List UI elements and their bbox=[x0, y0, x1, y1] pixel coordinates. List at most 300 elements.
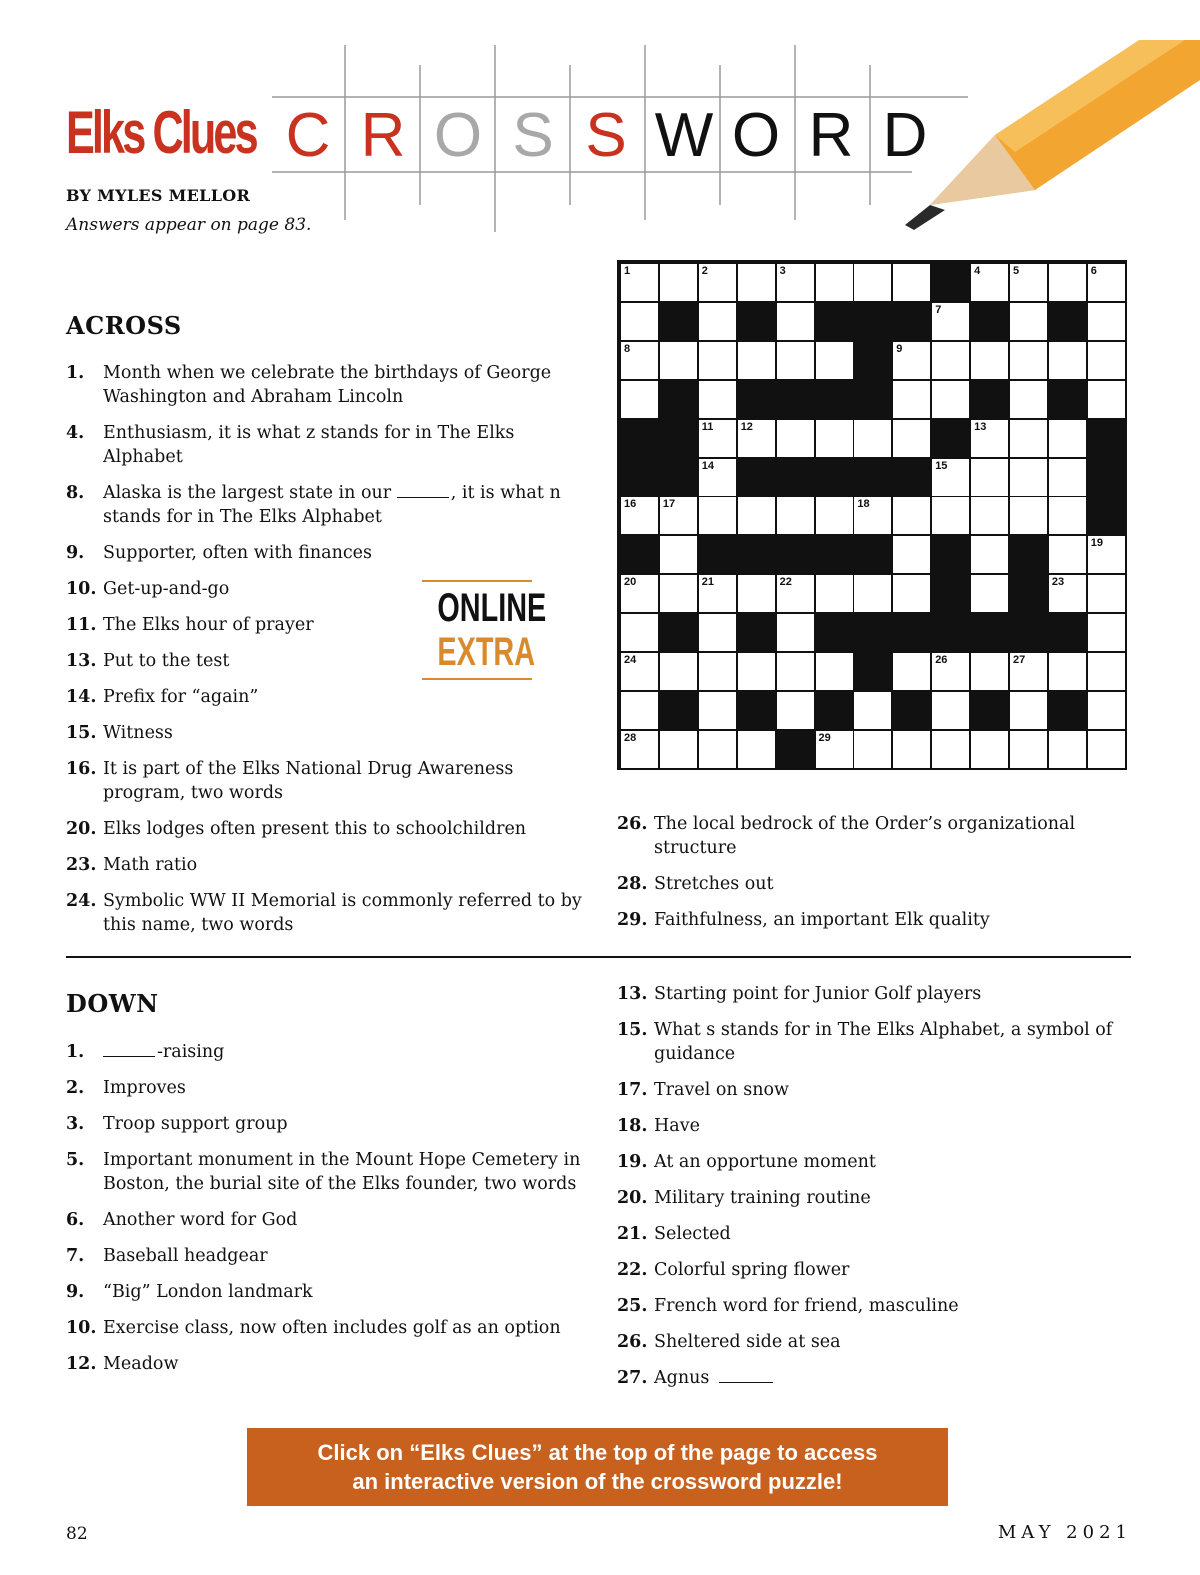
grid-cell[interactable] bbox=[699, 264, 736, 301]
grid-cell[interactable] bbox=[621, 575, 658, 612]
cta-line2: an interactive version of the crossword puzzle! bbox=[352, 1469, 843, 1494]
clue-text: French word for friend, masculine bbox=[654, 1296, 959, 1316]
across-heading: ACROSS bbox=[66, 311, 182, 340]
grid-cell[interactable] bbox=[1049, 342, 1086, 379]
cell-number: 15 bbox=[935, 459, 948, 472]
grid-block bbox=[854, 342, 891, 379]
clue-text: Selected bbox=[654, 1224, 731, 1244]
grid-block bbox=[932, 420, 969, 457]
grid-cell[interactable] bbox=[893, 420, 930, 457]
clue-item bbox=[66, 1208, 586, 1232]
grid-cell[interactable] bbox=[932, 459, 969, 496]
grid-cell[interactable] bbox=[854, 575, 891, 612]
clue-number: 2. bbox=[66, 1078, 85, 1098]
grid-block bbox=[1088, 497, 1125, 534]
title-letter: O bbox=[433, 101, 483, 170]
grid-cell[interactable] bbox=[1088, 381, 1125, 418]
answer-blank bbox=[103, 1042, 155, 1057]
clue-item bbox=[617, 1294, 1132, 1318]
clue-number: 27. bbox=[617, 1368, 648, 1388]
clue-number: 23. bbox=[66, 855, 97, 875]
cell-number: 12 bbox=[740, 420, 753, 433]
crossword-grid[interactable] bbox=[617, 260, 1127, 770]
grid-cell[interactable] bbox=[971, 342, 1008, 379]
grid-cell[interactable] bbox=[816, 497, 853, 534]
grid-block bbox=[854, 614, 891, 651]
grid-block bbox=[893, 692, 930, 729]
grid-block bbox=[1049, 303, 1086, 340]
grid-block bbox=[777, 536, 814, 573]
grid-block bbox=[777, 381, 814, 418]
clue-text: Supporter, often with finances bbox=[103, 543, 372, 563]
grid-cell[interactable] bbox=[971, 731, 1008, 768]
clue-number: 14. bbox=[66, 687, 97, 707]
down-heading: DOWN bbox=[66, 989, 159, 1018]
across-clue-list-continued bbox=[617, 812, 1132, 944]
grid-cell[interactable] bbox=[699, 731, 736, 768]
cell-number: 4 bbox=[974, 265, 981, 277]
clue-item bbox=[66, 1244, 586, 1268]
grid-cell[interactable] bbox=[932, 731, 969, 768]
clue-number: 6. bbox=[66, 1210, 85, 1230]
grid-cell[interactable] bbox=[854, 731, 891, 768]
clue-item bbox=[617, 872, 1132, 896]
elks-clues-logo[interactable]: Elks Clues bbox=[66, 99, 256, 166]
grid-cell[interactable] bbox=[932, 497, 969, 534]
clue-text: Meadow bbox=[103, 1354, 179, 1374]
clue-text: The local bedrock of the Order’s organizational structure bbox=[654, 814, 1076, 858]
grid-cell[interactable] bbox=[1088, 692, 1125, 729]
cell-number: 24 bbox=[624, 654, 637, 666]
grid-cell[interactable] bbox=[777, 497, 814, 534]
grid-block bbox=[816, 536, 853, 573]
clue-number: 25. bbox=[617, 1296, 648, 1316]
clue-item bbox=[617, 1330, 1132, 1354]
clue-item bbox=[66, 361, 586, 409]
title-letter: C bbox=[285, 101, 331, 170]
cell-number: 29 bbox=[818, 731, 831, 744]
grid-cell[interactable] bbox=[893, 653, 930, 690]
cell-number: 22 bbox=[779, 576, 792, 589]
cell-number: 26 bbox=[935, 654, 948, 666]
grid-cell[interactable] bbox=[1049, 536, 1086, 573]
clue-number: 26. bbox=[617, 1332, 648, 1352]
clue-text: The Elks hour of prayer bbox=[103, 615, 314, 635]
clue-item bbox=[66, 757, 586, 805]
grid-cell[interactable] bbox=[816, 731, 853, 768]
clue-number: 15. bbox=[66, 723, 97, 743]
grid-cell[interactable] bbox=[971, 653, 1008, 690]
clue-number: 20. bbox=[66, 819, 97, 839]
grid-cell[interactable] bbox=[1010, 342, 1047, 379]
grid-block bbox=[1088, 459, 1125, 496]
grid-block bbox=[854, 381, 891, 418]
grid-cell[interactable] bbox=[699, 342, 736, 379]
grid-cell[interactable] bbox=[660, 497, 697, 534]
grid-block bbox=[816, 614, 853, 651]
grid-cell[interactable] bbox=[1010, 497, 1047, 534]
grid-cell[interactable] bbox=[777, 264, 814, 301]
title-letter: O bbox=[731, 101, 781, 170]
grid-cell[interactable] bbox=[621, 303, 658, 340]
grid-cell[interactable] bbox=[660, 536, 697, 573]
grid-cell[interactable] bbox=[738, 420, 775, 457]
grid-cell[interactable] bbox=[660, 575, 697, 612]
clue-item bbox=[617, 1186, 1132, 1210]
grid-block bbox=[660, 614, 697, 651]
grid-block bbox=[932, 536, 969, 573]
cell-number: 27 bbox=[1013, 654, 1026, 666]
grid-block bbox=[660, 459, 697, 496]
grid-block bbox=[854, 303, 891, 340]
grid-cell[interactable] bbox=[971, 264, 1008, 301]
grid-block bbox=[893, 459, 930, 496]
clue-text: Another word for God bbox=[103, 1210, 298, 1230]
grid-cell[interactable] bbox=[854, 420, 891, 457]
grid-cell[interactable] bbox=[621, 653, 658, 690]
grid-cell[interactable] bbox=[699, 381, 736, 418]
grid-cell[interactable] bbox=[777, 653, 814, 690]
grid-cell[interactable] bbox=[777, 303, 814, 340]
clue-item bbox=[66, 817, 586, 841]
clue-text: Get-up-and-go bbox=[103, 579, 230, 599]
grid-block bbox=[699, 536, 736, 573]
clue-item bbox=[66, 1280, 586, 1304]
grid-cell[interactable] bbox=[699, 420, 736, 457]
clue-number: 18. bbox=[617, 1116, 648, 1136]
grid-cell[interactable] bbox=[1010, 264, 1047, 301]
cell-number: 11 bbox=[701, 420, 714, 433]
clue-text: Put to the test bbox=[103, 651, 230, 671]
grid-cell[interactable] bbox=[738, 497, 775, 534]
grid-cell[interactable] bbox=[621, 692, 658, 729]
online-extra-line1: ONLINE bbox=[437, 586, 547, 630]
cell-number: 14 bbox=[701, 459, 715, 472]
grid-block bbox=[816, 692, 853, 729]
clue-item bbox=[66, 889, 586, 937]
clue-text: Colorful spring flower bbox=[654, 1260, 850, 1280]
clue-number: 21. bbox=[617, 1224, 648, 1244]
clue-number: 11. bbox=[66, 615, 97, 635]
clue-item bbox=[617, 1222, 1132, 1246]
clue-text: Faithfulness, an important Elk quality bbox=[654, 910, 990, 930]
clue-number: 17. bbox=[617, 1080, 648, 1100]
grid-cell[interactable] bbox=[738, 731, 775, 768]
grid-block bbox=[1049, 692, 1086, 729]
clue-text: It is part of the Elks National Drug Awareness program, two words bbox=[103, 759, 514, 803]
grid-cell[interactable] bbox=[1049, 731, 1086, 768]
pencil-icon bbox=[905, 40, 1200, 230]
clue-text: Month when we celebrate the birthdays of George Washington and Abraham Lincoln bbox=[103, 363, 552, 407]
cell-number: 20 bbox=[624, 576, 637, 589]
page-number: 82 bbox=[66, 1524, 88, 1544]
grid-cell[interactable] bbox=[1088, 653, 1125, 690]
grid-cell[interactable] bbox=[971, 575, 1008, 612]
grid-cell[interactable] bbox=[932, 303, 969, 340]
grid-cell[interactable] bbox=[932, 653, 969, 690]
grid-cell[interactable] bbox=[971, 536, 1008, 573]
clue-item bbox=[66, 1352, 586, 1376]
grid-cell[interactable] bbox=[854, 497, 891, 534]
grid-block bbox=[1010, 575, 1047, 612]
grid-cell[interactable] bbox=[1049, 264, 1086, 301]
clue-item bbox=[66, 1040, 586, 1064]
clue-text: Baseball headgear bbox=[103, 1246, 268, 1266]
grid-cell[interactable] bbox=[816, 653, 853, 690]
clue-text: “Big” London landmark bbox=[103, 1282, 313, 1302]
grid-block bbox=[971, 303, 1008, 340]
clue-text: At an opportune moment bbox=[654, 1152, 876, 1172]
grid-cell[interactable] bbox=[1010, 653, 1047, 690]
grid-block bbox=[971, 692, 1008, 729]
grid-cell[interactable] bbox=[1049, 420, 1086, 457]
grid-cell[interactable] bbox=[854, 264, 891, 301]
grid-cell[interactable] bbox=[621, 614, 658, 651]
grid-cell[interactable] bbox=[1088, 264, 1125, 301]
grid-cell[interactable] bbox=[971, 420, 1008, 457]
clue-item bbox=[66, 1076, 586, 1100]
grid-cell[interactable] bbox=[932, 692, 969, 729]
grid-block bbox=[660, 420, 697, 457]
grid-cell[interactable] bbox=[893, 342, 930, 379]
grid-block bbox=[854, 459, 891, 496]
clue-text: Improves bbox=[103, 1078, 186, 1098]
grid-cell[interactable] bbox=[932, 342, 969, 379]
clue-number: 3. bbox=[66, 1114, 85, 1134]
cell-number: 28 bbox=[624, 731, 637, 744]
cell-number: 5 bbox=[1013, 265, 1020, 277]
cell-number: 10 bbox=[857, 381, 870, 394]
grid-block bbox=[971, 381, 1008, 418]
section-divider bbox=[66, 956, 1131, 958]
clue-item bbox=[617, 812, 1132, 860]
grid-cell[interactable] bbox=[816, 420, 853, 457]
clue-number: 4. bbox=[66, 423, 85, 443]
grid-cell[interactable] bbox=[1010, 420, 1047, 457]
grid-cell[interactable] bbox=[699, 653, 736, 690]
clue-number: 12. bbox=[66, 1354, 97, 1374]
answer-blank bbox=[397, 483, 449, 498]
grid-cell[interactable] bbox=[699, 614, 736, 651]
grid-cell[interactable] bbox=[1049, 459, 1086, 496]
byline: BY MYLES MELLOR bbox=[66, 186, 251, 205]
clue-number: 7. bbox=[66, 1246, 85, 1266]
grid-block bbox=[932, 264, 969, 301]
clue-number: 26. bbox=[617, 814, 648, 834]
grid-block bbox=[777, 459, 814, 496]
clue-number: 24. bbox=[66, 891, 97, 911]
clue-number: 9. bbox=[66, 1282, 85, 1302]
clue-text: Symbolic WW II Memorial is commonly referred to by this name, two words bbox=[103, 891, 582, 935]
grid-block bbox=[932, 575, 969, 612]
clue-text: Elks lodges often present this to schoolchildren bbox=[103, 819, 527, 839]
grid-block bbox=[932, 614, 969, 651]
grid-cell[interactable] bbox=[777, 342, 814, 379]
cell-number: 25 bbox=[857, 654, 870, 666]
grid-cell[interactable] bbox=[971, 497, 1008, 534]
grid-cell[interactable] bbox=[621, 342, 658, 379]
title-letter: S bbox=[585, 101, 627, 170]
grid-cell[interactable] bbox=[1010, 731, 1047, 768]
cell-number: 19 bbox=[1090, 537, 1104, 550]
grid-block bbox=[660, 381, 697, 418]
grid-cell[interactable] bbox=[1010, 381, 1047, 418]
clue-item bbox=[617, 1078, 1132, 1102]
clue-item bbox=[66, 685, 586, 709]
clue-text: Agnus bbox=[654, 1366, 1132, 1390]
grid-block bbox=[738, 459, 775, 496]
grid-cell[interactable] bbox=[816, 575, 853, 612]
grid-cell[interactable] bbox=[1088, 536, 1125, 573]
grid-cell[interactable] bbox=[1049, 497, 1086, 534]
clue-number: 8. bbox=[66, 483, 85, 503]
grid-block bbox=[660, 692, 697, 729]
grid-cell[interactable] bbox=[1088, 614, 1125, 651]
clue-item bbox=[617, 982, 1132, 1006]
clue-item bbox=[66, 853, 586, 877]
clue-item bbox=[617, 1150, 1132, 1174]
clue-text: Have bbox=[654, 1116, 700, 1136]
grid-block bbox=[854, 536, 891, 573]
grid-cell[interactable] bbox=[1088, 303, 1125, 340]
grid-block bbox=[660, 303, 697, 340]
cell-number: 16 bbox=[624, 498, 637, 511]
clue-number: 19. bbox=[617, 1152, 648, 1172]
grid-cell[interactable] bbox=[1049, 653, 1086, 690]
grid-block bbox=[816, 303, 853, 340]
grid-cell[interactable] bbox=[738, 575, 775, 612]
grid-block bbox=[893, 614, 930, 651]
grid-cell[interactable] bbox=[621, 381, 658, 418]
grid-cell[interactable] bbox=[699, 692, 736, 729]
grid-cell[interactable] bbox=[660, 264, 697, 301]
grid-cell[interactable] bbox=[621, 731, 658, 768]
grid-block bbox=[738, 381, 775, 418]
clue-number: 10. bbox=[66, 1318, 97, 1338]
grid-block bbox=[777, 731, 814, 768]
grid-cell[interactable] bbox=[932, 381, 969, 418]
grid-cell[interactable] bbox=[699, 459, 736, 496]
clue-text: Troop support group bbox=[103, 1114, 288, 1134]
grid-block bbox=[1049, 381, 1086, 418]
grid-cell[interactable] bbox=[816, 342, 853, 379]
grid-cell[interactable] bbox=[621, 264, 658, 301]
grid-block bbox=[1049, 614, 1086, 651]
title-letter: W bbox=[654, 101, 714, 170]
clue-text: Sheltered side at sea bbox=[654, 1332, 841, 1352]
clue-number: 9. bbox=[66, 543, 85, 563]
grid-block bbox=[738, 614, 775, 651]
clue-number: 1. bbox=[66, 363, 85, 383]
answers-note: Answers appear on page 83. bbox=[66, 215, 312, 235]
clue-number: 13. bbox=[66, 651, 97, 671]
grid-cell[interactable] bbox=[738, 653, 775, 690]
grid-cell[interactable] bbox=[893, 731, 930, 768]
clue-number: 1. bbox=[66, 1042, 85, 1062]
down-clue-list bbox=[66, 1040, 586, 1388]
cell-number: 7 bbox=[935, 303, 942, 316]
grid-cell[interactable] bbox=[816, 264, 853, 301]
grid-cell[interactable] bbox=[660, 342, 697, 379]
grid-block bbox=[738, 692, 775, 729]
grid-cell[interactable] bbox=[1010, 692, 1047, 729]
cell-number: 21 bbox=[701, 576, 715, 589]
grid-cell[interactable] bbox=[854, 692, 891, 729]
clue-text: Travel on snow bbox=[654, 1080, 790, 1100]
clue-text: Enthusiasm, it is what z stands for in The Elks Alphabet bbox=[103, 423, 515, 467]
grid-cell[interactable] bbox=[1088, 342, 1125, 379]
grid-cell[interactable] bbox=[1088, 575, 1125, 612]
grid-cell[interactable] bbox=[777, 692, 814, 729]
online-extra-badge[interactable] bbox=[422, 580, 547, 680]
online-extra-line2: EXTRA bbox=[437, 630, 536, 674]
grid-cell[interactable] bbox=[893, 264, 930, 301]
clue-item bbox=[66, 541, 586, 565]
grid-block bbox=[738, 536, 775, 573]
grid-cell[interactable] bbox=[660, 731, 697, 768]
grid-cell[interactable] bbox=[777, 575, 814, 612]
issue-date: MAY 2021 bbox=[997, 1522, 1132, 1543]
grid-block bbox=[738, 303, 775, 340]
title-letter: R bbox=[360, 101, 406, 170]
grid-block bbox=[971, 614, 1008, 651]
clue-number: 15. bbox=[617, 1020, 648, 1040]
grid-cell[interactable] bbox=[893, 536, 930, 573]
title-letter: S bbox=[512, 101, 554, 170]
clue-item bbox=[617, 1114, 1132, 1138]
grid-cell[interactable] bbox=[660, 653, 697, 690]
clue-text: Starting point for Junior Golf players bbox=[654, 984, 982, 1004]
clue-text: Important monument in the Mount Hope Cemetery in Boston, the burial site of the Elks founder, two words bbox=[103, 1150, 581, 1194]
clue-item bbox=[66, 1148, 586, 1196]
grid-cell[interactable] bbox=[1088, 731, 1125, 768]
grid-cell[interactable] bbox=[777, 614, 814, 651]
clue-text: Military training routine bbox=[654, 1188, 871, 1208]
cell-number: 6 bbox=[1090, 265, 1097, 277]
grid-cell[interactable] bbox=[1010, 303, 1047, 340]
cell-number: 9 bbox=[896, 342, 903, 355]
cell-number: 1 bbox=[624, 265, 631, 277]
cell-number: 18 bbox=[857, 498, 870, 511]
grid-cell[interactable] bbox=[621, 497, 658, 534]
grid-cell[interactable] bbox=[1010, 459, 1047, 496]
clue-number: 10. bbox=[66, 579, 97, 599]
grid-block bbox=[816, 381, 853, 418]
grid-block bbox=[1088, 420, 1125, 457]
grid-cell[interactable] bbox=[738, 342, 775, 379]
grid-cell[interactable] bbox=[971, 459, 1008, 496]
grid-block bbox=[1010, 614, 1047, 651]
grid-cell[interactable] bbox=[699, 575, 736, 612]
grid-cell[interactable] bbox=[738, 264, 775, 301]
grid-block bbox=[893, 303, 930, 340]
grid-cell[interactable] bbox=[1049, 575, 1086, 612]
grid-cell[interactable] bbox=[777, 420, 814, 457]
clue-text: Math ratio bbox=[103, 855, 198, 875]
grid-cell[interactable] bbox=[699, 497, 736, 534]
clue-item bbox=[66, 481, 586, 529]
grid-cell[interactable] bbox=[893, 497, 930, 534]
clue-item bbox=[617, 908, 1132, 932]
cell-number: 17 bbox=[662, 498, 676, 511]
clue-text: Prefix for “again” bbox=[103, 687, 259, 707]
grid-cell[interactable] bbox=[699, 303, 736, 340]
grid-cell[interactable] bbox=[893, 575, 930, 612]
interactive-version-banner[interactable] bbox=[247, 1428, 948, 1506]
clue-text: What s stands for in The Elks Alphabet, a symbol of guidance bbox=[654, 1020, 1113, 1064]
grid-cell[interactable] bbox=[893, 381, 930, 418]
clue-item bbox=[617, 1366, 1132, 1390]
